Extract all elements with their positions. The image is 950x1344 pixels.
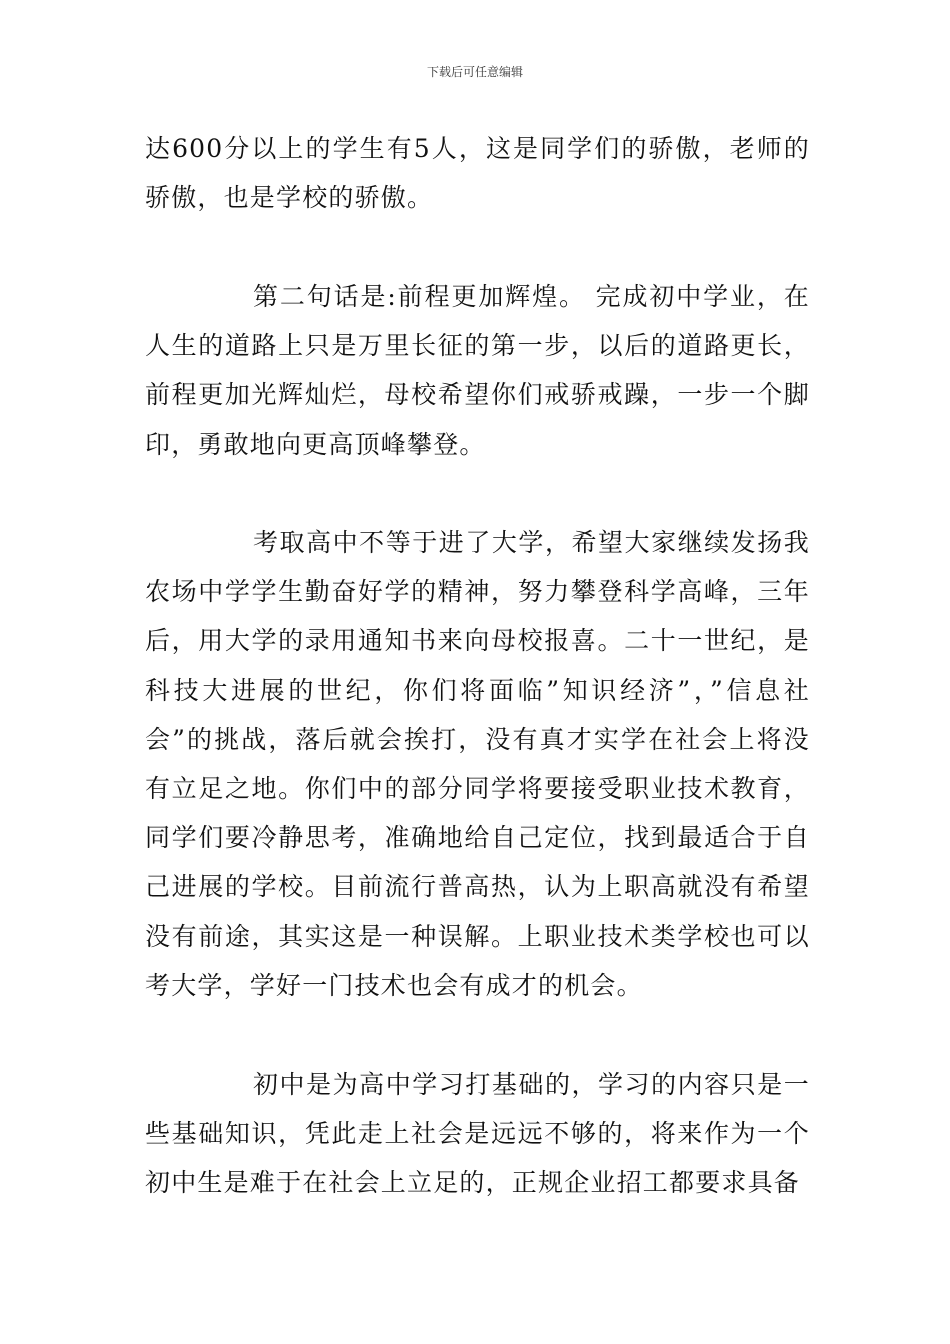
paragraph-1: 达600分以上的学生有5人，这是同学们的骄傲，老师的骄傲，也是学校的骄傲。 <box>145 134 810 213</box>
page-header: 下载后可任意编辑 <box>426 65 523 79</box>
paragraph-3: 考取高中不等于进了大学，希望大家继续发扬我农场中学学生勤奋好学的精神，努力攀登科学高峰，三年后，用大学的录用通知书来向母校报喜。二十一世纪，是科技大进展的世纪，你们将面临”知识经济”，”信息社会”的挑战，落后就会挨打，没有真才实学在社会上将没有立足之地。你们中的部分同学将要接受职业技术教育，同学们要冷静思考，准确地给自己定位，找到最适合于自己进展的学校。目前流行普高热，认为上职高就没有希望没有前途，其实这是一种误解。上职业技术类学校也可以考大学，学好一门技术也会有成才的机会。 <box>145 528 810 1000</box>
paragraph-2: 第二句话是:前程更加辉煌。 完成初中学业，在人生的道路上只是万里长征的第一步，以后的道路更长，前程更加光辉灿烂，母校希望你们戒骄戒躁，一步一个脚印，勇敢地向更高顶峰攀登。 <box>145 282 810 459</box>
paragraph-4: 初中是为高中学习打基础的，学习的内容只是一些基础知识，凭此走上社会是远远不够的，将来作为一个初中生是难于在社会上立足的，正规企业招工都要求具备 <box>145 1070 810 1198</box>
